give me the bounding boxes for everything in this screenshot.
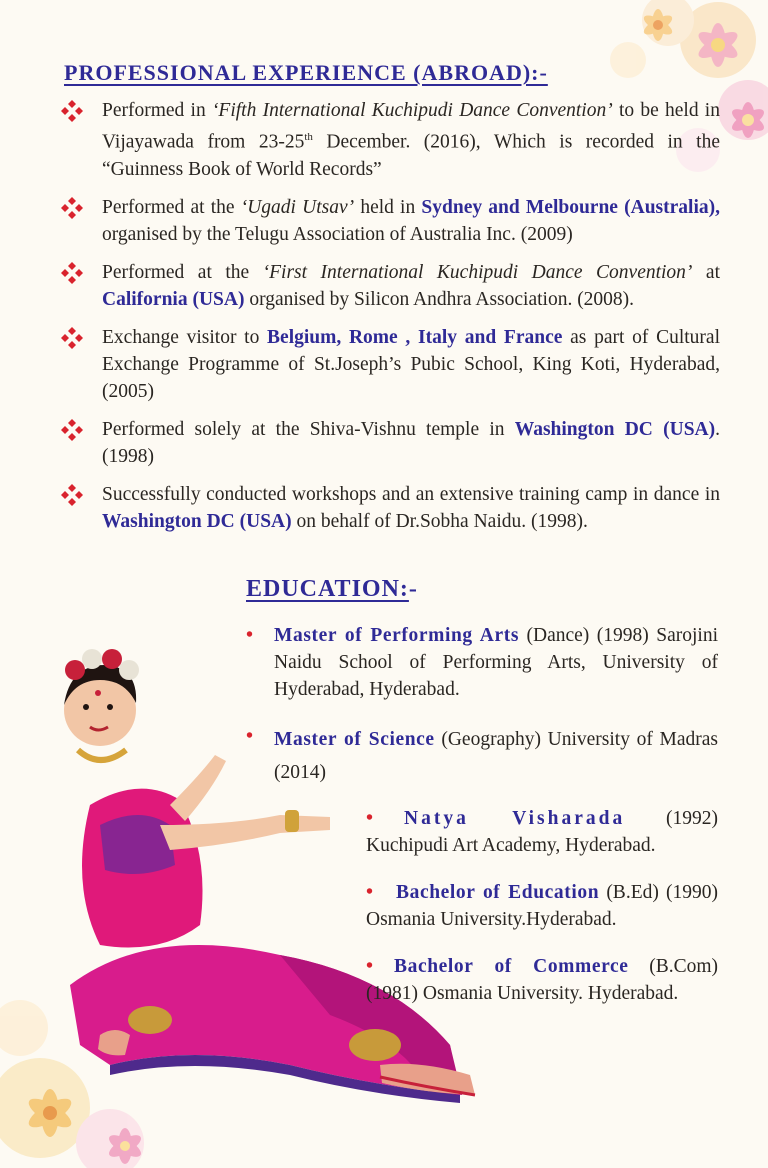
four-diamond-bullet-icon	[60, 196, 84, 220]
four-diamond-bullet-icon	[60, 99, 84, 123]
list-item: Performed at the ‘Ugadi Utsav’ held in Sydney and Melbourne (Australia), organised by the Telugu Association of Australia Inc. (2009)	[60, 194, 720, 248]
dot-bullet-icon: •	[246, 624, 254, 646]
four-diamond-bullet-icon	[60, 483, 84, 507]
dot-bullet-icon: •	[366, 807, 374, 829]
professional-experience-list	[60, 97, 720, 546]
dot-bullet-icon: •	[366, 881, 374, 903]
professional-experience-heading: PROFESSIONAL EXPERIENCE (ABROAD):-	[64, 60, 548, 85]
dot-bullet-icon: •	[246, 725, 254, 747]
list-item: • Bachelor of Education (B.Ed) (1990) Osmania University.Hyderabad.	[366, 881, 718, 930]
list-item: Performed solely at the Shiva-Vishnu temple in Washington DC (USA). (1998)	[60, 416, 720, 470]
list-item: • Natya Visharada (1992) Kuchipudi Art Academy, Hyderabad.	[366, 807, 718, 856]
four-diamond-bullet-icon	[60, 261, 84, 285]
dot-bullet-icon: •	[366, 955, 374, 977]
education-heading: EDUCATION:-	[246, 576, 418, 602]
list-item: • Bachelor of Commerce (B.Com) (1981) Osmania University. Hyderabad.	[366, 955, 719, 1004]
list-item: • Master of Performing Arts (Dance) (1998) Sarojini Naidu School of Performing Arts, University of Hyderabad, Hyderabad.	[246, 624, 718, 700]
four-diamond-bullet-icon	[60, 418, 84, 442]
list-item: Successfully conducted workshops and an extensive training camp in dance in Washington DC (USA) on behalf of Dr.Sobha Naidu. (1998).	[60, 481, 720, 535]
list-item: Exchange visitor to Belgium, Rome , Italy and France as part of Cultural Exchange Programme of St.Joseph’s Pubic School, King Koti, Hyderabad, (2005)	[60, 324, 720, 405]
list-item: Performed in ‘Fifth International Kuchipudi Dance Convention’ to be held in Vijayawada from 23-25th December. (2016), Which is recorded in the “Guinness Book of World Records”	[60, 97, 720, 183]
four-diamond-bullet-icon	[60, 326, 84, 350]
list-item: Performed at the ‘First International Kuchipudi Dance Convention’ at California (USA) organised by Silicon Andhra Association. (2008).	[60, 259, 720, 313]
list-item: • Master of Science (Geography) University of Madras (2014)	[246, 725, 718, 783]
